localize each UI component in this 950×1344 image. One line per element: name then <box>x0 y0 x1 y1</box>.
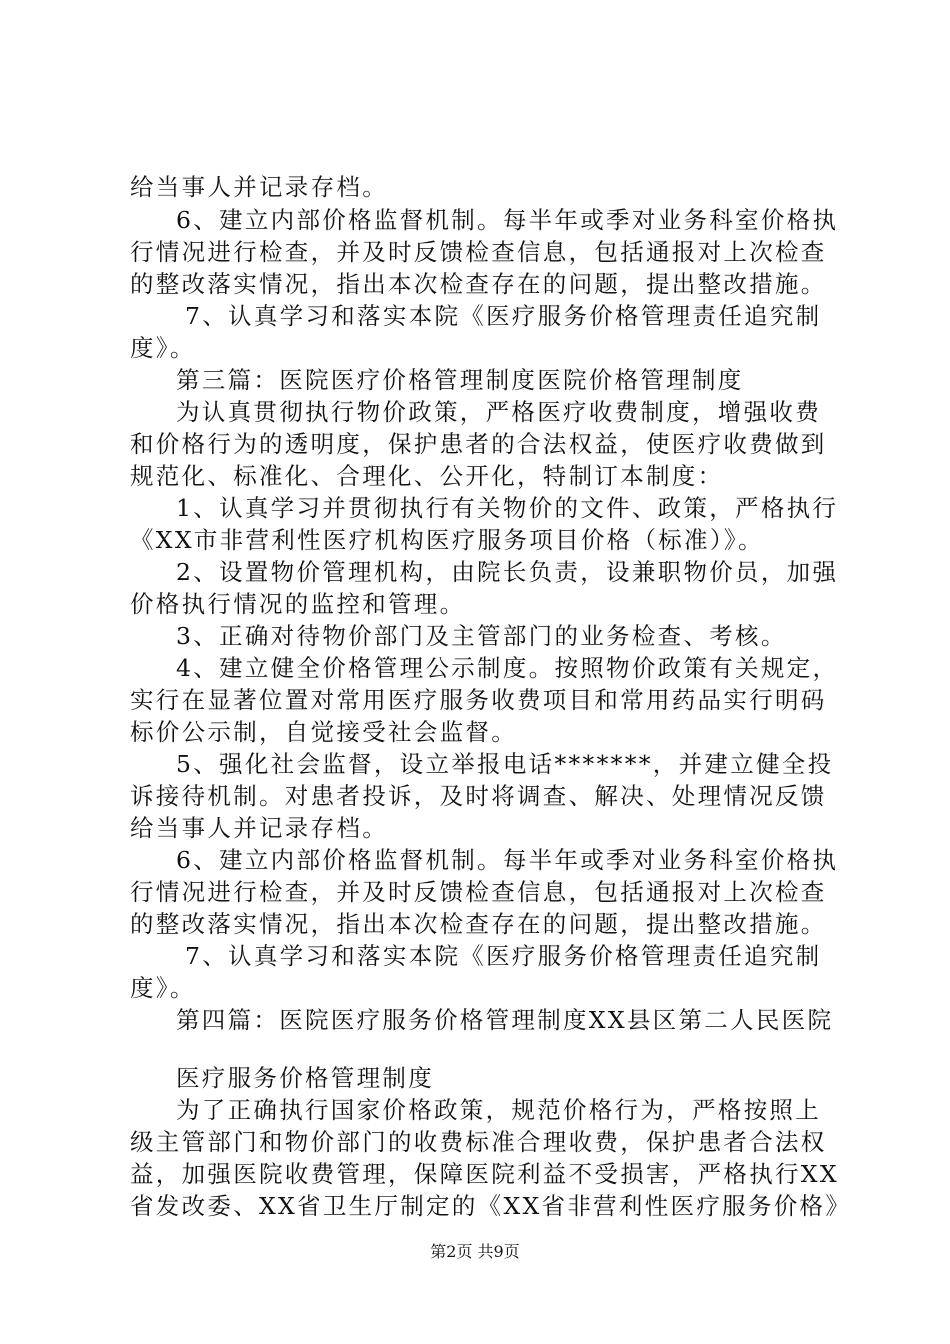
text-line: 6、建立内部价格监督机制。每半年或季对业务科室价格执 <box>176 206 839 234</box>
text-line: 《XX市非营利性医疗机构医疗服务项目价格（标准）》。 <box>130 526 764 554</box>
text-line: 诉接待机制。对患者投诉，及时将调查、解决、处理情况反馈 <box>130 782 827 810</box>
section-heading: 第四篇：医院医疗服务价格管理制度XX县区第二人民医院 <box>176 1006 834 1034</box>
text-line: 行情况进行检查，并及时反馈检查信息，包括通报对上次检查 <box>130 878 827 906</box>
text-line: 行情况进行检查，并及时反馈检查信息，包括通报对上次检查 <box>130 238 827 266</box>
text-line: 省发改委、XX省卫生厅制定的《XX省非营利性医疗服务价格》 <box>130 1192 852 1220</box>
text-line: 的整改落实情况，指出本次检查存在的问题，提出整改措施。 <box>130 910 827 938</box>
text-line: 实行在显著位置对常用医疗服务收费项目和常用药品实行明码 <box>130 686 827 714</box>
text-line: 1、认真学习并贯彻执行有关物价的文件、政策，严格执行 <box>176 494 839 522</box>
text-line: 给当事人并记录存档。 <box>130 173 388 201</box>
text-line: 2、设置物价管理机构，由院长负责，设兼职物价员，加强 <box>176 558 839 586</box>
text-line: 4、建立健全价格管理公示制度。按照物价政策有关规定， <box>176 654 839 682</box>
page-footer: 第2页 共9页 <box>430 1242 520 1261</box>
text-line: 的整改落实情况，指出本次检查存在的问题，提出整改措施。 <box>130 270 827 298</box>
text-line: 5、强化社会监督，设立举报电话*******，并建立健全投 <box>176 750 834 778</box>
text-line: 度》。 <box>130 974 196 1002</box>
text-line: 7、认真学习和落实本院《医疗服务价格管理责任追究制 <box>185 942 822 970</box>
text-line: 为认真贯彻执行物价政策，严格医疗收费制度，增强收费 <box>176 398 821 426</box>
text-line: 为了正确执行国家价格政策，规范价格行为，严格按照上 <box>176 1096 821 1124</box>
text-line: 价格执行情况的监控和管理。 <box>130 590 466 618</box>
text-line: 规范化、标准化、合理化、公开化，特制订本制度： <box>130 462 724 490</box>
text-line: 7、认真学习和落实本院《医疗服务价格管理责任追究制 <box>185 302 822 330</box>
text-line: 给当事人并记录存档。 <box>130 814 388 842</box>
text-line: 级主管部门和物价部门的收费标准合理收费，保护患者合法权 <box>130 1128 827 1156</box>
text-line: 3、正确对待物价部门及主管部门的业务检查、考核。 <box>176 622 787 650</box>
text-line: 6、建立内部价格监督机制。每半年或季对业务科室价格执 <box>176 846 839 874</box>
text-line: 度》。 <box>130 334 196 362</box>
section-subheading: 医疗服务价格管理制度 <box>176 1064 434 1092</box>
text-line: 益，加强医院收费管理，保障医院利益不受损害，严格执行XX <box>130 1160 839 1188</box>
section-heading: 第三篇：医院医疗价格管理制度医院价格管理制度 <box>176 366 744 394</box>
text-line: 和价格行为的透明度，保护患者的合法权益，使医疗收费做到 <box>130 430 827 458</box>
text-line: 标价公示制，自觉接受社会监督。 <box>130 718 517 746</box>
